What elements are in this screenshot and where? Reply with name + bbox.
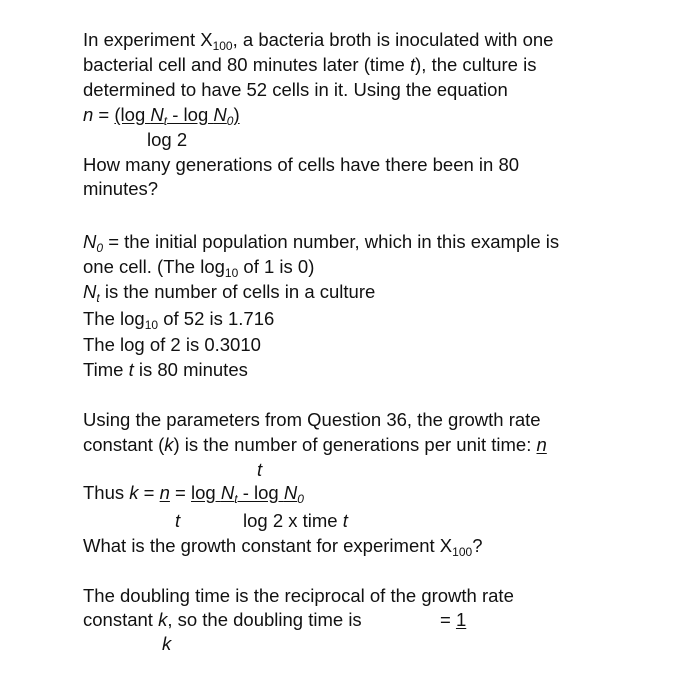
p1-line-2: bacterial cell and 80 minutes later (time t), the culture is <box>83 54 537 75</box>
p4-fraction-denominator: k <box>162 633 172 654</box>
question-1-line-2: minutes? <box>83 178 159 199</box>
equation-denominator: log 2 <box>147 129 188 150</box>
p2-line-5: The log of 2 is 0.3010 <box>83 334 261 355</box>
p4-fraction-numerator: = 1 <box>440 609 467 630</box>
p1-line-3: determined to have 52 cells in it. Using the equation <box>83 79 508 100</box>
question-2: What is the growth constant for experiment $X_{100}$? <box>83 535 483 559</box>
p1-line-1: In experiment $X_{100}$, a bacteria broth is inoculated with one <box>83 29 554 53</box>
p3-line-2-denominator: t <box>257 459 263 480</box>
question-1-line-1: How many generations of cells have there been in 80 <box>83 154 520 175</box>
p2-line-4: The $\log_{10}$ of 52 is 1.716 <box>83 308 275 332</box>
p2-line-6: Time t is 80 minutes <box>83 359 248 380</box>
p3-equation-denominator-t: t <box>175 510 181 531</box>
p2-line-1: $N_0$ = the initial population number, which in this example is <box>83 231 560 255</box>
p3-line-1: Using the parameters from Question 36, the growth rate <box>83 409 541 430</box>
p3-growth-equation: Thus $k = n = \log N_t - \log N_0$ <box>83 482 304 506</box>
p4-line-1: The doubling time is the reciprocal of the growth rate <box>83 585 514 606</box>
p3-line-2: constant (k) is the number of generations per unit time: n <box>83 434 547 455</box>
p2-line-3: $N_t$ is the number of cells in a culture <box>83 281 376 305</box>
p3-equation-denominator: log 2 x time t <box>243 510 348 531</box>
equation-numerator: n = (log $N_t$ - $\log N_0$) <box>83 104 240 128</box>
p4-line-2: constant k, so the doubling time is <box>83 609 362 630</box>
p2-line-2: one cell. (The $\log_{10}$ of 1 is 0) <box>83 256 315 280</box>
